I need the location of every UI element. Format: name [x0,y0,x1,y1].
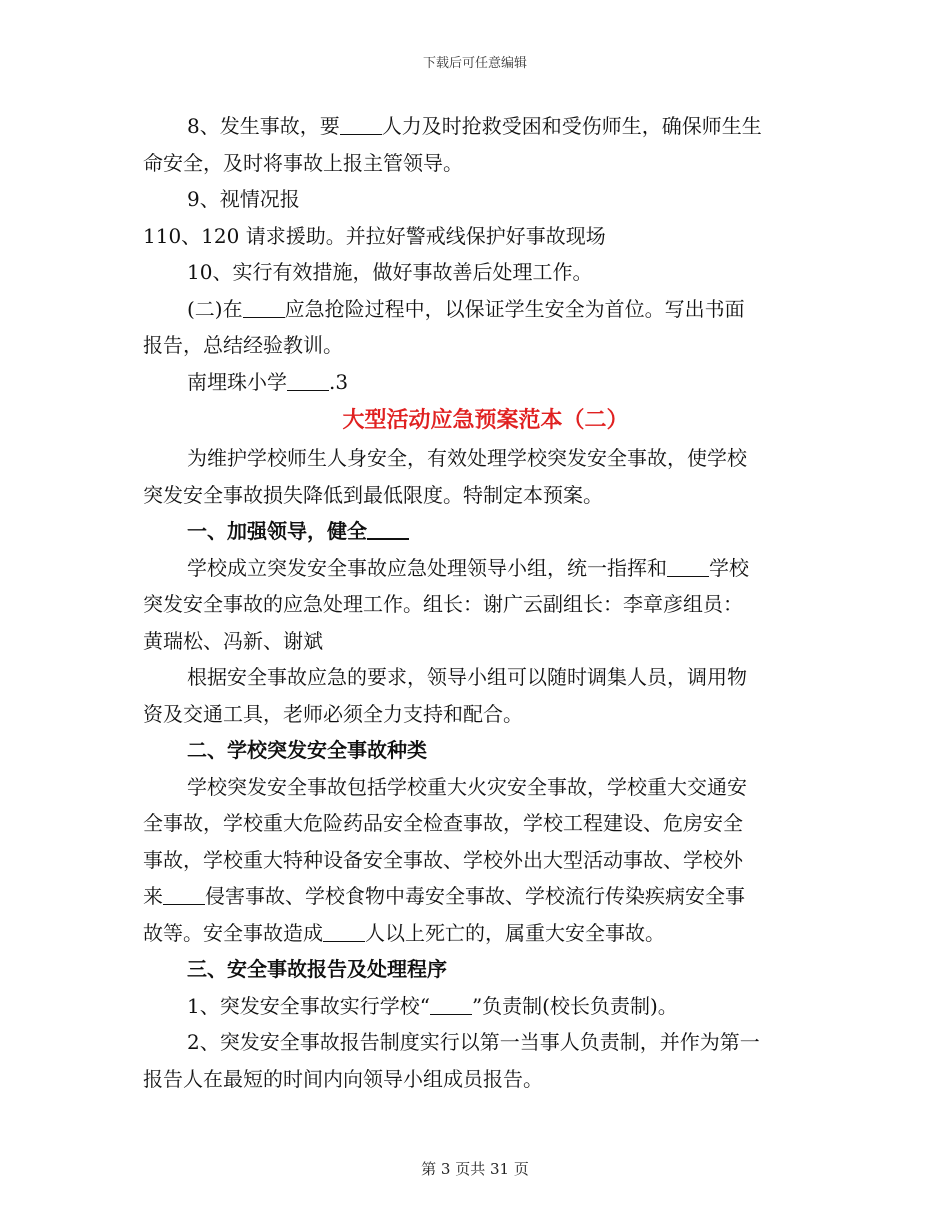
text-segment: 学校成立突发安全事故应急处理领导小组，统一指挥和 [187,555,667,580]
blank-underline [287,370,329,391]
blank-underline [667,556,709,577]
school-name: 南埋珠小学 [187,369,287,394]
section-1-p1-line-3: 黄瑞松、冯新、谢斌 [143,628,323,653]
intro-line-1: 为维护学校师生人身安全，有效处理学校突发安全事故，使学校 [187,446,747,470]
text-segment: 8、发生事故，要 [187,114,340,138]
heading-text: 一、加强领导，健全 [187,519,367,543]
document-title: 大型活动应急预案范本（二） [342,407,629,433]
section-3-heading: 三、安全事故报告及处理程序 [187,957,447,981]
date-suffix: .3 [329,369,349,394]
section-2-line-5 [143,915,808,952]
section-3-item-1 [143,988,808,1025]
text-segment: 1、突发安全事故实行学校“ [187,993,430,1018]
section-1-heading [143,513,808,550]
item-9-line-1: 9、视情况报 [187,187,300,211]
section-1-p1-line-1 [143,550,808,587]
intro-line-2: 突发安全事故损失降低到最低限度。特制定本预案。 [143,482,603,507]
blank-underline [367,518,409,540]
item-8-line-1 [143,108,808,145]
blank-underline [323,921,365,942]
section-2-heading: 二、学校突发安全事故种类 [187,738,427,762]
blank-underline [340,114,382,135]
section-2-line-3: 事故，学校重大特种设备安全事故、学校外出大型活动事故、学校外 [143,847,743,872]
text-segment: 侵害事故、学校食物中毒安全事故、学校流行传染疾病安全事 [205,884,745,908]
page-footer: 第 3 页共 31 页 [421,1160,529,1178]
text-segment: 应急抢险过程中，以保证学生安全为首位。写出书面 [284,296,745,321]
section-3-item-2-line-2: 报告人在最短的时间内向领导小组成员报告。 [143,1066,543,1091]
blank-underline [243,297,285,318]
blank-underline [430,994,472,1015]
section-2-line-1: 学校突发安全事故包括学校重大火灾安全事故，学校重大交通安 [187,774,747,799]
text-segment: 学校 [709,555,749,580]
text-segment: 故等。安全事故造成 [143,920,323,945]
blank-underline [163,884,205,905]
document-body [143,108,808,1097]
item-9-line-2: 110、120 请求援助。并拉好警戒线保护好事故现场 [143,223,606,248]
section-3-item-2-line-1: 2、突发安全事故报告制度实行以第一当事人负责制，并作为第一 [187,1030,760,1054]
page-header: 下载后可任意编辑 [422,56,527,71]
text-segment: (二)在 [187,296,243,321]
section-1-p2-line-1: 根据安全事故应急的要求，领导小组可以随时调集人员，调用物 [187,665,747,689]
text-segment: 来 [143,884,163,908]
section-2-line-2: 全事故，学校重大危险药品安全检查事故，学校工程建设、危房安全 [143,811,743,835]
text-segment: 人以上死亡的，属重大安全事故。 [365,920,665,945]
item-two-line-1 [143,291,808,328]
signature-line [143,364,808,401]
section-1-p1-line-2: 突发安全事故的应急处理工作。组长：谢广云副组长：李章彦组员： [143,592,743,616]
item-two-line-2: 报告，总结经验教训。 [143,333,343,357]
text-segment: 人力及时抢救受困和受伤师生，确保师生生 [381,114,762,138]
item-8-line-2: 命安全，及时将事故上报主管领导。 [143,150,463,175]
section-1-p2-line-2: 资及交通工具，老师必须全力支持和配合。 [143,701,523,726]
text-segment: ”负责制(校长负责制)。 [471,993,678,1018]
item-10-line-1: 10、实行有效措施，做好事故善后处理工作。 [187,260,593,284]
section-2-line-4 [143,878,808,915]
